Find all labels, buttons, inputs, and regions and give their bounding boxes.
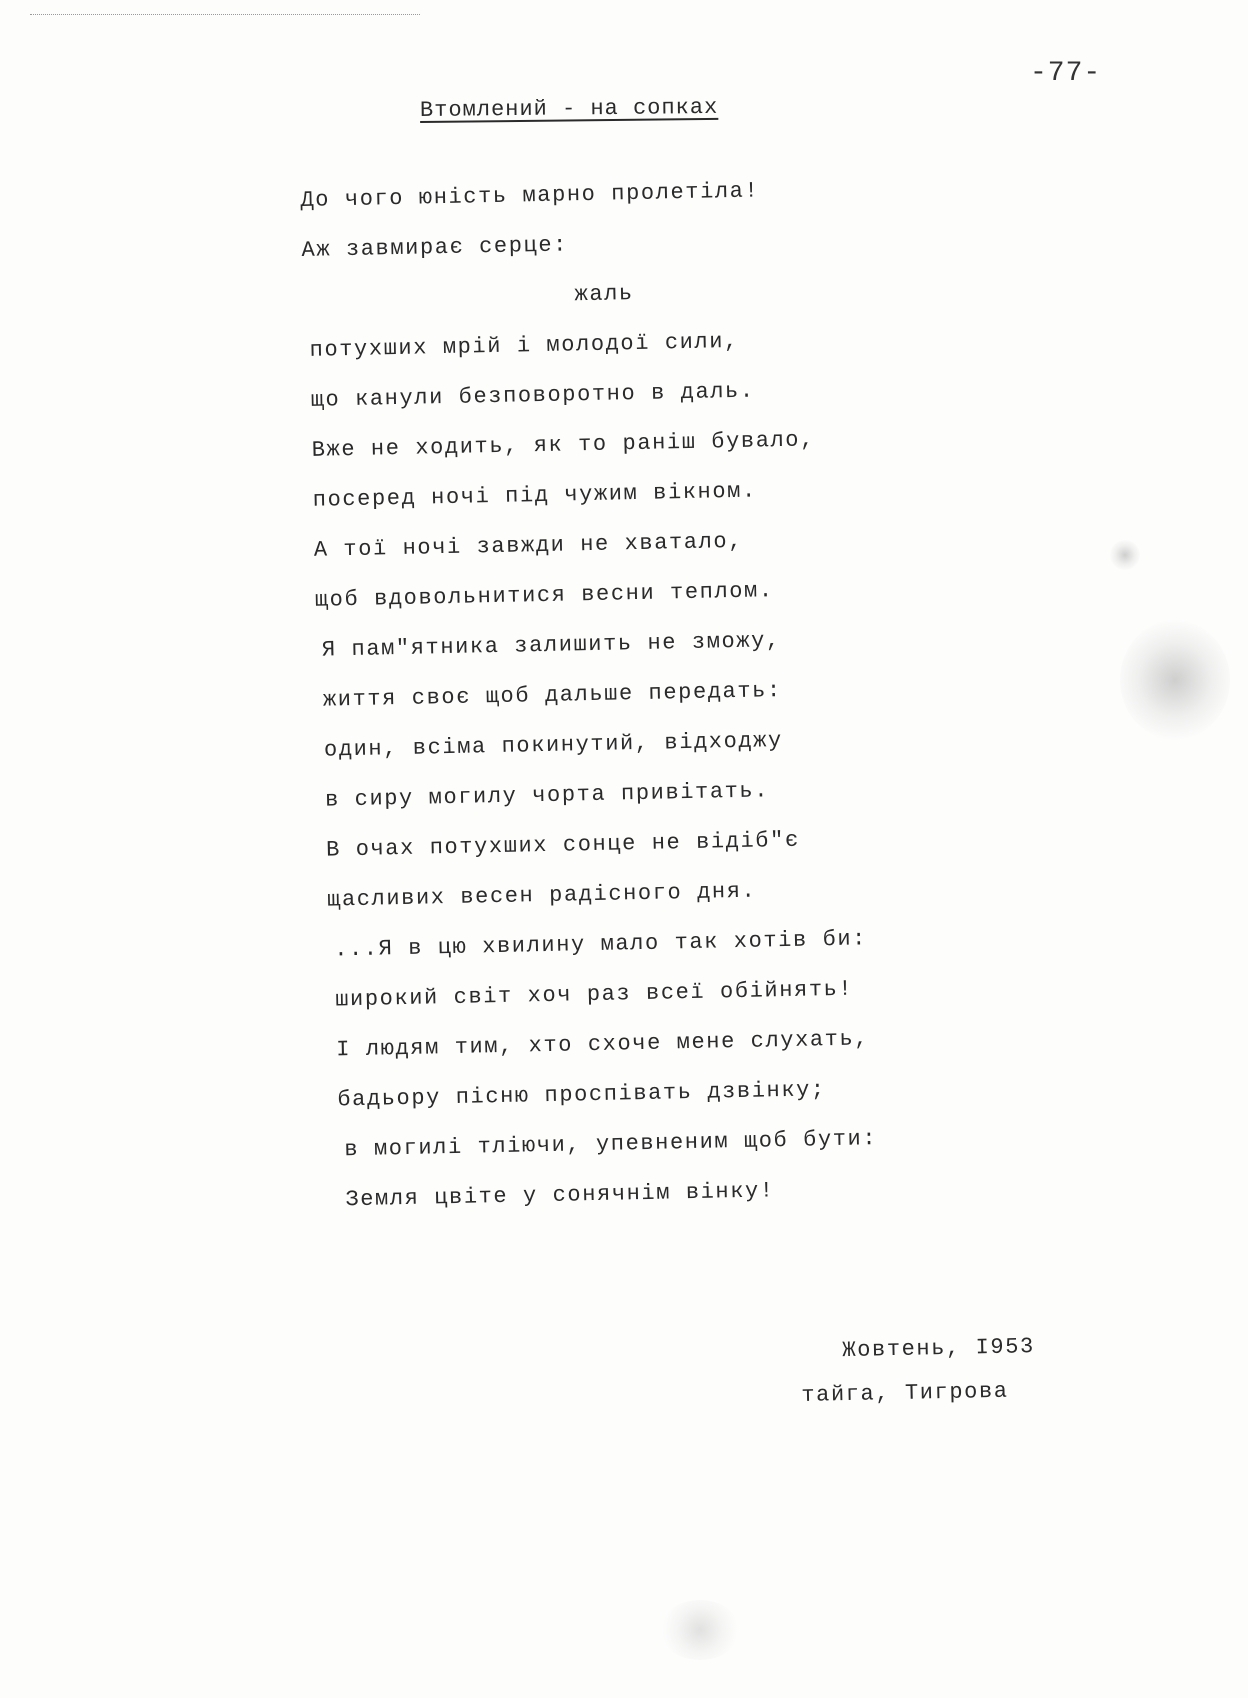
poem-line: ...Я в цю хвилину мало так хотів би:: [333, 926, 868, 963]
poem-line: в сиру могилу чорта привітать.: [324, 778, 770, 813]
paper-speckle: [1120, 620, 1230, 740]
poem-line: життя своє щоб дальше передать:: [322, 678, 783, 713]
signoff-place: тайга, Тигрова: [801, 1378, 1009, 1408]
poem-line: Аж завмирає серце:: [301, 232, 569, 263]
poem-line: І людям тим, хто схоче мене слухать,: [336, 1026, 870, 1063]
poem-line: потухших мрій і молодої сили,: [309, 328, 740, 363]
poem-line: посеред ночі під чужим вікном.: [312, 478, 758, 513]
poem-line: що канули безповоротно в даль.: [310, 378, 755, 413]
poem-line: А тої ночі завжди не хватало,: [313, 528, 744, 563]
poem-line: широкий світ хоч раз всеї обійнять!: [335, 976, 854, 1013]
poem-line: бадьору пісню проспівать дзвінку;: [337, 1077, 826, 1113]
poem-line: Земля цвіте у сонячнім вінку!: [345, 1178, 775, 1213]
poem-line: жаль: [574, 281, 635, 308]
signoff: [800, 1325, 1036, 1418]
poem-line: Я пам"ятника залишить не зможу,: [321, 628, 781, 663]
poem-line: До чого юність марно пролетіла!: [300, 178, 760, 213]
poem-line: В очах потухших сонце не відіб"є: [325, 827, 800, 863]
top-edge-rule: [30, 14, 420, 15]
poem-body: [300, 164, 879, 1225]
poem-line: Вже не ходить, як то раніш бувало,: [311, 427, 816, 463]
page-number: -77-: [1030, 58, 1102, 89]
paper-speckle: [1110, 540, 1140, 570]
signoff-date: Жовтень, I953: [842, 1334, 1036, 1364]
poem-title: Втомлений - на сопках: [419, 94, 719, 123]
poem-line: в могилі тліючи, упевненим щоб бути:: [344, 1126, 878, 1163]
paper-speckle: [660, 1600, 740, 1660]
poem-line: щасливих весен радісного дня.: [326, 878, 757, 913]
poem-line: щоб вдовольнитися весни теплом.: [314, 578, 774, 613]
poem-line: один, всіма покинутий, відходжу: [323, 728, 784, 763]
